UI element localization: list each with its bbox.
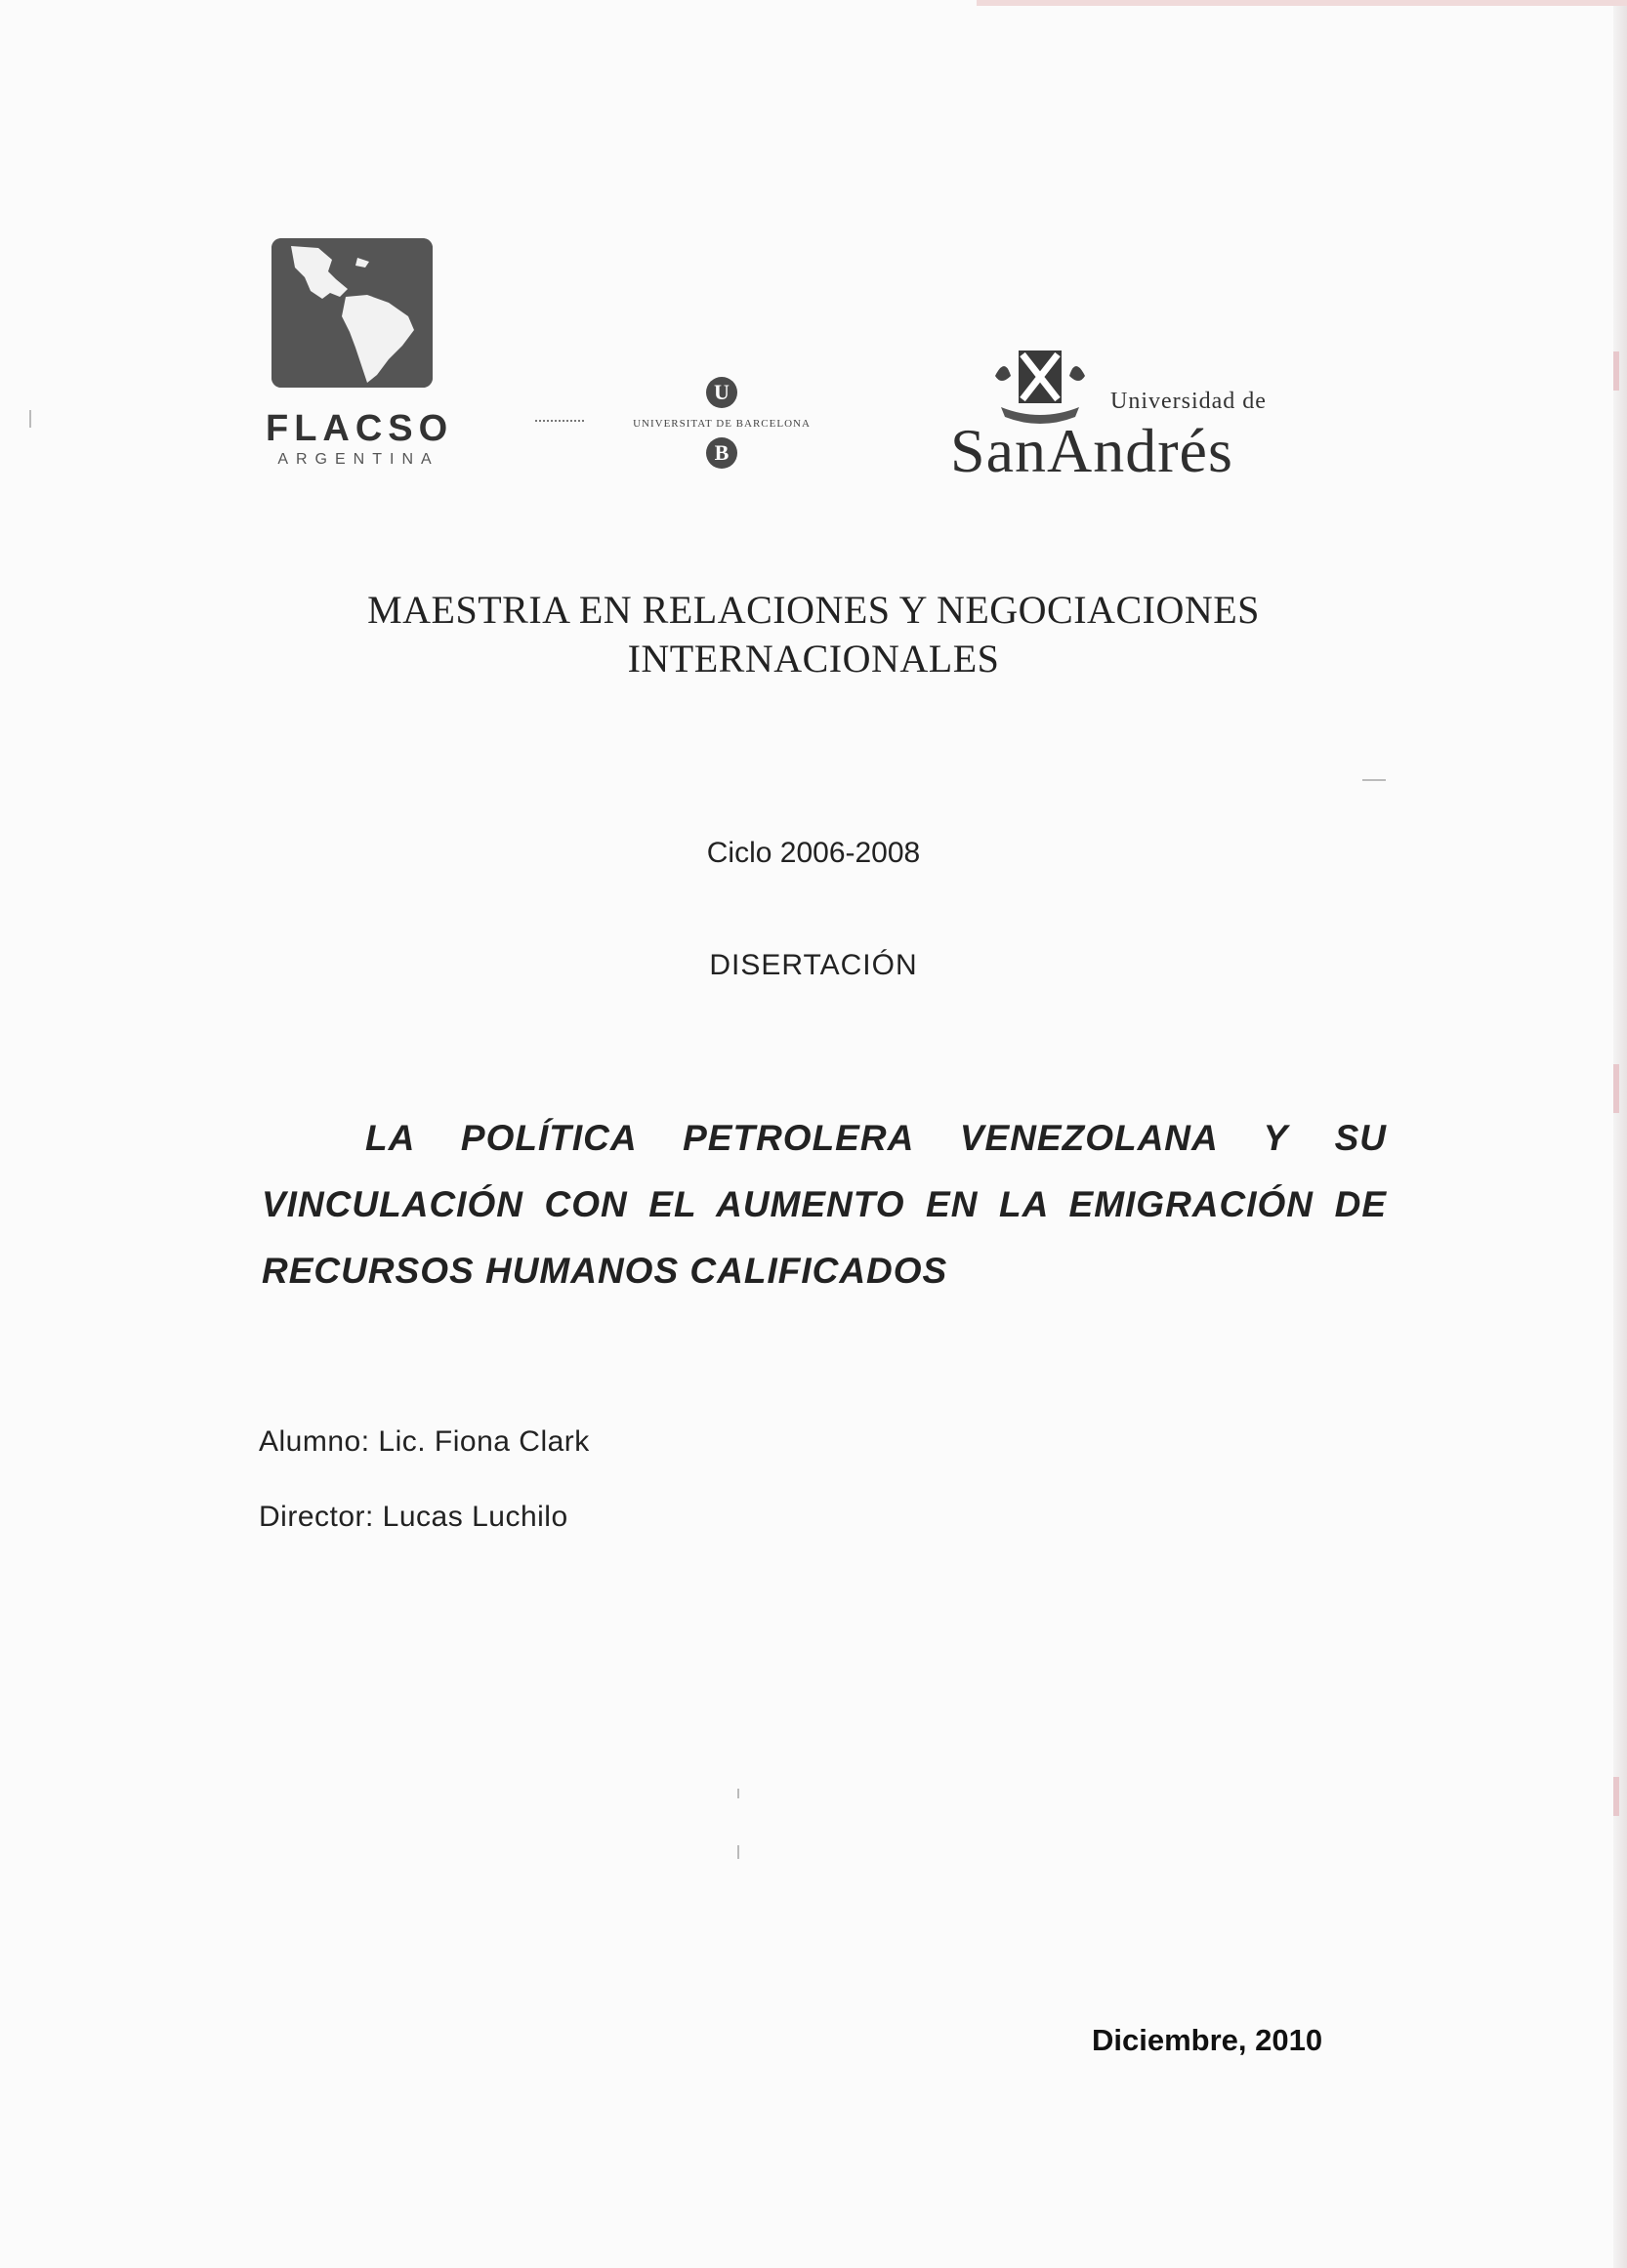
program-name: MAESTRIA EN RELACIONES Y NEGOCIACIONES INTERNACIONALES bbox=[367, 588, 1260, 680]
flacso-map-logo bbox=[271, 238, 433, 388]
ub-decoration bbox=[535, 420, 584, 426]
san-andres-prefix: Universidad de bbox=[1110, 389, 1267, 414]
page-top-mark bbox=[977, 0, 1627, 6]
ub-b-emblem: B bbox=[706, 437, 737, 469]
student-line: Alumno: Lic. Fiona Clark bbox=[259, 1425, 590, 1458]
ub-u-emblem: U bbox=[706, 377, 737, 408]
flacso-subtitle: ARGENTINA bbox=[277, 451, 439, 468]
scan-mark bbox=[1362, 779, 1386, 781]
scan-mark bbox=[29, 410, 31, 428]
scan-mark bbox=[1613, 1777, 1619, 1816]
ub-name: UNIVERSITAT DE BARCELONA bbox=[633, 418, 811, 430]
scan-mark bbox=[1613, 1064, 1619, 1113]
san-andres-name: SanAndrés bbox=[950, 416, 1233, 485]
scan-mark bbox=[737, 1845, 739, 1859]
ciclo: Ciclo 2006-2008 bbox=[706, 837, 921, 869]
flacso-name: FLACSO bbox=[266, 408, 454, 449]
document-type: DISERTACIÓN bbox=[709, 949, 918, 981]
page-edge-shadow bbox=[1613, 0, 1627, 2268]
date: Diciembre, 2010 bbox=[1092, 2023, 1323, 2057]
americas-map-icon bbox=[271, 238, 433, 388]
scan-mark bbox=[737, 1789, 739, 1798]
dissertation-title: LA POLÍTICA PETROLERA VENEZOLANA Y SU VINCULACIÓN CON EL AUMENTO EN LA EMIGRACIÓN DE RECURSOS HUMANOS CALIFICADOS bbox=[262, 1118, 1387, 1291]
director-line: Director: Lucas Luchilo bbox=[259, 1501, 568, 1533]
scan-mark bbox=[1613, 351, 1619, 391]
